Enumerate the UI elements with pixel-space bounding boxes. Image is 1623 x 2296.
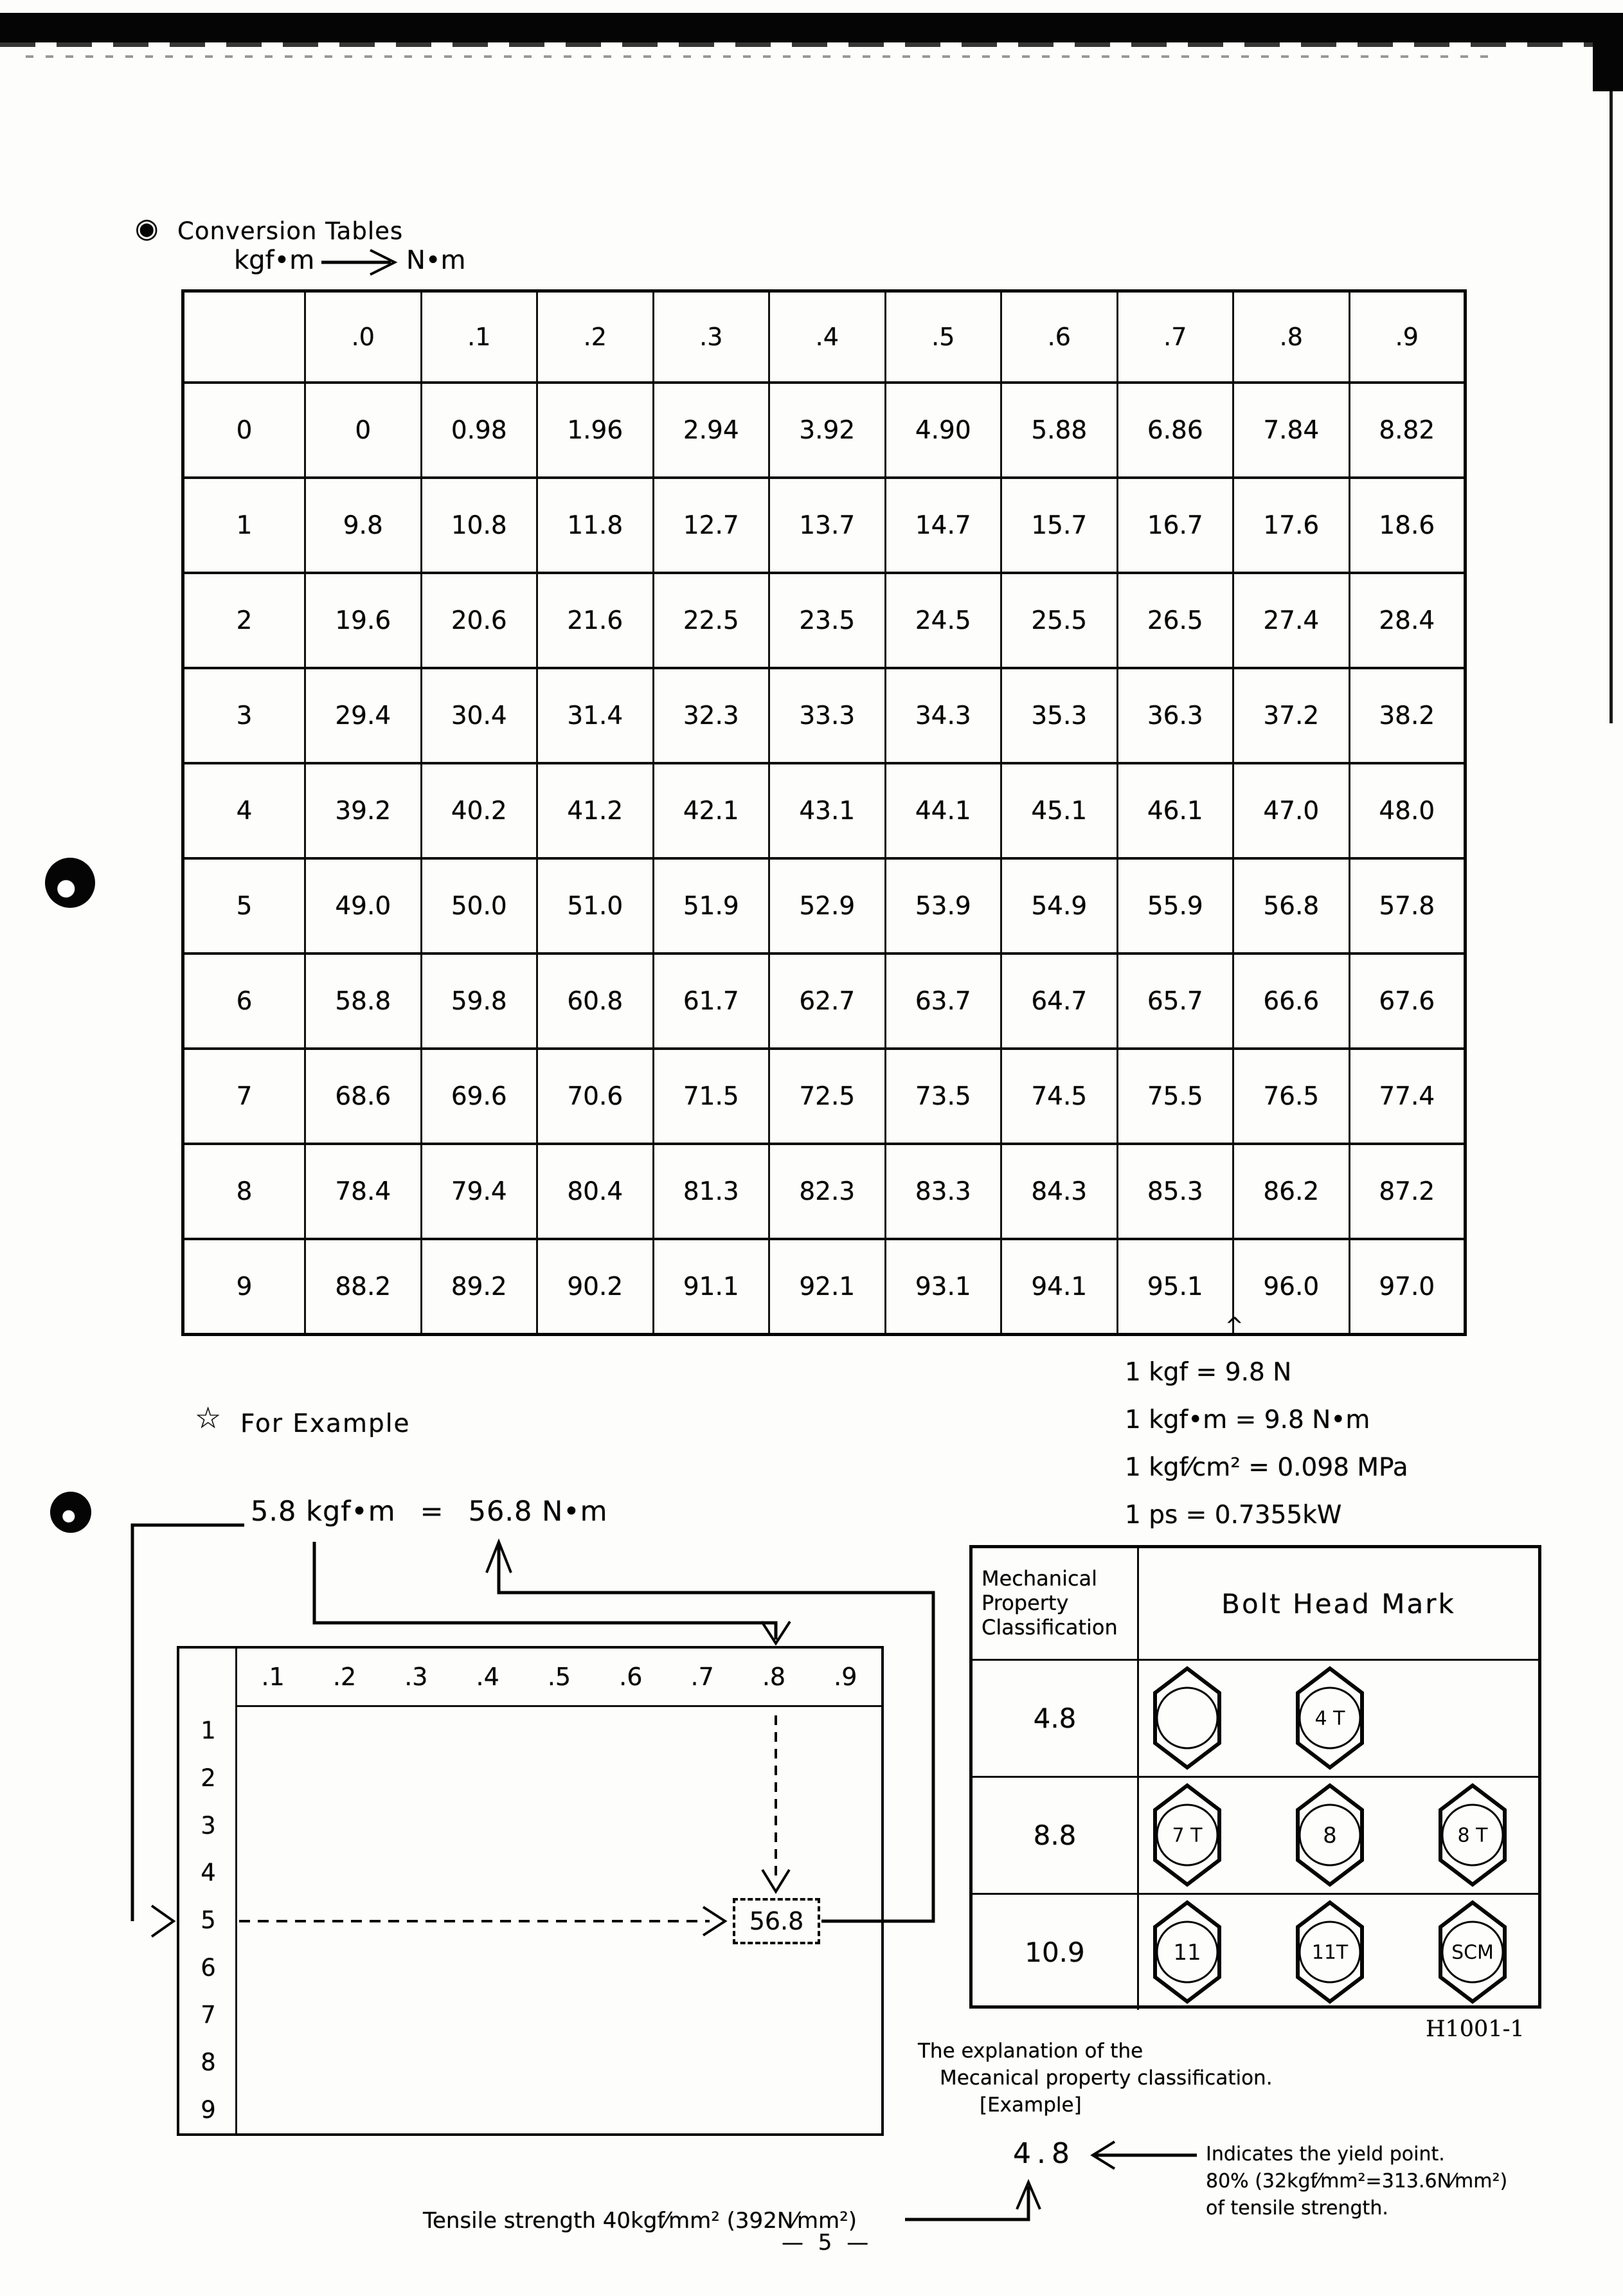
scan-corner-artifact (1593, 41, 1623, 91)
example-column-header: .3 (404, 1663, 428, 1691)
conversion-value-cell: 0.98 (421, 383, 537, 478)
conversion-value-cell: 14.7 (885, 478, 1001, 573)
conversion-value-cell: 79.4 (421, 1144, 537, 1239)
punch-hole-dot (50, 1492, 91, 1533)
conversion-column-header: .2 (537, 291, 654, 383)
example-column-header: .9 (834, 1663, 857, 1691)
conversion-header-row (183, 291, 1466, 383)
yield-point-note (1206, 2141, 1507, 2222)
for-example-label: For Example (240, 1409, 411, 1438)
conversion-column-header (183, 291, 305, 383)
unit-formula-list (1125, 1349, 1408, 1539)
bolt-hex-icon (1149, 1782, 1226, 1888)
example-column-header: .8 (762, 1663, 786, 1691)
svg-text:7 T: 7 T (1172, 1824, 1203, 1847)
scan-noise-line (26, 55, 1491, 58)
example-row-label: 4 (201, 1859, 216, 1887)
bolt-hex-icon (1291, 1899, 1368, 2005)
conversion-value-cell: 3.92 (769, 383, 886, 478)
classification-example-value: 4.8 (1013, 2137, 1075, 2170)
conversion-value-cell: 37.2 (1233, 668, 1350, 763)
example-row-label: 8 (201, 2048, 216, 2077)
conversion-value-cell: 55.9 (1117, 858, 1233, 954)
example-lookup-table (177, 1646, 884, 2136)
header-line: Property (982, 1591, 1069, 1616)
conversion-value-cell: 71.5 (653, 1049, 769, 1144)
example-row-label: 2 (201, 1764, 216, 1792)
conversion-table-header (183, 291, 1466, 383)
conversion-value-cell: 39.2 (305, 763, 422, 858)
page-number: — 5 — (782, 2230, 873, 2255)
unit-from-label: kgf•m (234, 246, 315, 275)
conversion-column-header: .8 (1233, 291, 1350, 383)
example-equation-left: 5.8 kgf•m (251, 1496, 396, 1528)
tensile-strength-note: Tensile strength 40kgf⁄mm² (392N⁄mm²) (423, 2208, 857, 2234)
example-column-header: .7 (690, 1663, 714, 1691)
formula-line: 1 kgf = 9.8 N (1125, 1358, 1292, 1387)
conversion-row (183, 763, 1466, 858)
conversion-value-cell: 66.6 (1233, 954, 1350, 1049)
conversion-value-cell: 11.8 (537, 478, 654, 573)
conversion-value-cell: 17.6 (1233, 478, 1350, 573)
conversion-value-cell: 80.4 (537, 1144, 654, 1239)
conversion-value-cell: 7.84 (1233, 383, 1350, 478)
formula-line: 1 kgf⁄cm² = 0.098 MPa (1125, 1453, 1408, 1482)
conversion-value-cell: 30.4 (421, 668, 537, 763)
example-column-header: .2 (332, 1663, 357, 1691)
conversion-value-cell: 94.1 (1001, 1239, 1118, 1335)
conversion-value-cell: 41.2 (537, 763, 654, 858)
conversion-value-cell: 67.6 (1349, 954, 1466, 1049)
example-row-label: 6 (201, 1953, 216, 1982)
star-icon: ☆ (195, 1400, 222, 1435)
conversion-row (183, 573, 1466, 668)
conversion-value-cell: 49.0 (305, 858, 422, 954)
bolt-table-header-right (1139, 1548, 1538, 1659)
conversion-value-cell: 44.1 (885, 763, 1001, 858)
conversion-value-cell: 19.6 (305, 573, 422, 668)
conversion-value-cell: 61.7 (653, 954, 769, 1049)
conversion-row-header: 8 (183, 1144, 305, 1239)
example-column-header: .5 (547, 1663, 571, 1691)
conversion-value-cell: 81.3 (653, 1144, 769, 1239)
conversion-value-cell: 48.0 (1349, 763, 1466, 858)
conversion-value-cell: 36.3 (1117, 668, 1233, 763)
conversion-value-cell: 26.5 (1117, 573, 1233, 668)
example-equation (251, 1496, 608, 1528)
example-column-header: .4 (476, 1663, 499, 1691)
conversion-value-cell: 54.9 (1001, 858, 1118, 954)
conversion-column-header: .7 (1117, 291, 1233, 383)
conversion-value-cell: 82.3 (769, 1144, 886, 1239)
conversion-value-cell: 75.5 (1117, 1049, 1233, 1144)
conversion-value-cell: 33.3 (769, 668, 886, 763)
conversion-row (183, 954, 1466, 1049)
conversion-value-cell: 40.2 (421, 763, 537, 858)
conversion-value-cell: 21.6 (537, 573, 654, 668)
punch-hole-dot (45, 858, 95, 908)
bolt-table-header-left (973, 1548, 1139, 1659)
conversion-value-cell: 2.94 (653, 383, 769, 478)
conversion-row-header: 2 (183, 573, 305, 668)
example-table-row-labels (179, 1707, 237, 2133)
conversion-value-cell: 91.1 (653, 1239, 769, 1335)
conversion-value-cell: 90.2 (537, 1239, 654, 1335)
yield-note-line: of tensile strength. (1206, 2197, 1388, 2219)
conversion-value-cell: 85.3 (1117, 1144, 1233, 1239)
header-line: Classification (982, 1614, 1118, 1640)
conversion-value-cell: 86.2 (1233, 1144, 1350, 1239)
unit-to-label: N•m (406, 246, 466, 275)
explanation-line: Mecanical property classification. (940, 2066, 1273, 2090)
conversion-value-cell: 9.8 (305, 478, 422, 573)
conversion-value-cell: 46.1 (1117, 763, 1233, 858)
conversion-value-cell: 52.9 (769, 858, 886, 954)
conversion-value-cell: 89.2 (421, 1239, 537, 1335)
bolt-table-row (973, 1776, 1538, 1893)
bolt-hex-icon (1434, 1899, 1511, 2005)
conversion-value-cell: 42.1 (653, 763, 769, 858)
bolt-table-row (973, 1893, 1538, 2010)
conversion-value-cell: 88.2 (305, 1239, 422, 1335)
conversion-row-header: 9 (183, 1239, 305, 1335)
bolt-table-row (973, 1659, 1538, 1776)
conversion-value-cell: 77.4 (1349, 1049, 1466, 1144)
conversion-value-cell: 68.6 (305, 1049, 422, 1144)
bolt-head-mark-table (969, 1545, 1541, 2009)
conversion-value-cell: 43.1 (769, 763, 886, 858)
conversion-value-cell: 24.5 (885, 573, 1001, 668)
bolt-classification-value: 8.8 (1033, 1820, 1077, 1851)
conversion-row-header: 4 (183, 763, 305, 858)
conversion-column-header: .3 (653, 291, 769, 383)
conversion-value-cell: 50.0 (421, 858, 537, 954)
example-column-header: .1 (261, 1663, 285, 1691)
conversion-row (183, 858, 1466, 954)
conversion-column-header: .6 (1001, 291, 1118, 383)
conversion-value-cell: 5.88 (1001, 383, 1118, 478)
bolt-hex-icon (1434, 1782, 1511, 1888)
conversion-value-cell: 8.82 (1349, 383, 1466, 478)
conversion-value-cell: 16.7 (1117, 478, 1233, 573)
conversion-value-cell: 4.90 (885, 383, 1001, 478)
example-table-header-row (237, 1649, 881, 1707)
conversion-value-cell: 32.3 (653, 668, 769, 763)
scan-binding-band (0, 13, 1623, 42)
conversion-value-cell: 69.6 (421, 1049, 537, 1144)
conversion-value-cell: 25.5 (1001, 573, 1118, 668)
example-row-label: 1 (201, 1717, 216, 1745)
bolt-classification-value: 10.9 (1025, 1937, 1085, 1968)
bolt-marks-cell (1139, 1661, 1538, 1776)
conversion-value-cell: 57.8 (1349, 858, 1466, 954)
conversion-value-cell: 60.8 (537, 954, 654, 1049)
conversion-value-cell: 87.2 (1349, 1144, 1466, 1239)
conversion-column-header: .1 (421, 291, 537, 383)
conversion-row (183, 1049, 1466, 1144)
bolt-head-mark-title: Bolt Head Mark (1221, 1587, 1456, 1620)
conversion-value-cell: 34.3 (885, 668, 1001, 763)
conversion-row-header: 0 (183, 383, 305, 478)
conversion-row (183, 1239, 1466, 1335)
conversion-row (183, 668, 1466, 763)
conversion-value-cell: 72.5 (769, 1049, 886, 1144)
conversion-row-header: 7 (183, 1049, 305, 1144)
conversion-value-cell: 51.9 (653, 858, 769, 954)
example-row-label: 5 (201, 1906, 216, 1935)
formula-line: 1 ps = 0.7355kW (1125, 1501, 1342, 1530)
conversion-value-cell: 18.6 (1349, 478, 1466, 573)
conversion-value-cell: 45.1 (1001, 763, 1118, 858)
conversion-value-cell: 35.3 (1001, 668, 1118, 763)
example-row-label: 7 (201, 2001, 216, 2029)
conversion-column-header: .9 (1349, 291, 1466, 383)
conversion-value-cell: 20.6 (421, 573, 537, 668)
bolt-classification-cell (973, 1661, 1139, 1776)
svg-text:8 T: 8 T (1457, 1824, 1488, 1847)
conversion-value-cell: 15.7 (1001, 478, 1118, 573)
conversion-value-cell: 74.5 (1001, 1049, 1118, 1144)
conversion-value-cell: 6.86 (1117, 383, 1233, 478)
conversion-column-header: .0 (305, 291, 422, 383)
conversion-value-cell: 93.1 (885, 1239, 1001, 1335)
equals-sign: = (420, 1496, 444, 1528)
conversion-value-cell: 31.4 (537, 668, 654, 763)
bolt-hex-icon (1149, 1899, 1226, 2005)
conversion-row (183, 383, 1466, 478)
figure-code: H1001-1 (1426, 2016, 1525, 2042)
conversion-value-cell: 51.0 (537, 858, 654, 954)
conversion-row (183, 1144, 1466, 1239)
yield-note-line: Indicates the yield point. (1206, 2143, 1445, 2165)
bullseye-icon: ◉ (135, 212, 159, 244)
bolt-hex-icon (1291, 1782, 1368, 1888)
conversion-value-cell: 53.9 (885, 858, 1001, 954)
conversion-value-cell: 59.8 (421, 954, 537, 1049)
svg-text:SCM: SCM (1451, 1941, 1494, 1964)
example-row-label: 3 (201, 1811, 216, 1840)
header-line: Mechanical (982, 1566, 1098, 1591)
conversion-value-cell: 63.7 (885, 954, 1001, 1049)
svg-text:4 T: 4 T (1314, 1707, 1345, 1730)
conversion-row-header: 1 (183, 478, 305, 573)
conversion-value-cell: 22.5 (653, 573, 769, 668)
conversion-table-body (183, 383, 1466, 1335)
conversion-value-cell: 13.7 (769, 478, 886, 573)
yield-note-line: 80% (32kgf⁄mm²=313.6N⁄mm²) (1206, 2170, 1508, 2192)
conversion-value-cell: 78.4 (305, 1144, 422, 1239)
formula-line: 1 kgf•m = 9.8 N•m (1125, 1406, 1370, 1434)
explanation-example-label: [Example] (980, 2093, 1082, 2117)
conversion-value-cell: 92.1 (769, 1239, 886, 1335)
conversion-value-cell: 28.4 (1349, 573, 1466, 668)
conversion-value-cell: 70.6 (537, 1049, 654, 1144)
conversion-value-cell: 1.96 (537, 383, 654, 478)
conversion-row-header: 3 (183, 668, 305, 763)
conversion-row-header: 6 (183, 954, 305, 1049)
conversion-column-header: .5 (885, 291, 1001, 383)
svg-text:11T: 11T (1311, 1941, 1349, 1964)
highlighted-result-box: 56.8 (733, 1898, 820, 1944)
conversion-value-cell: 76.5 (1233, 1049, 1350, 1144)
conversion-value-cell: 10.8 (421, 478, 537, 573)
bolt-marks-cell (1139, 1778, 1538, 1893)
conversion-table (181, 289, 1467, 1336)
caret-artifact: ^ (1225, 1313, 1244, 1339)
bolt-classification-cell (973, 1895, 1139, 2010)
example-equation-right: 56.8 N•m (468, 1496, 608, 1528)
example-column-header: .6 (619, 1663, 643, 1691)
conversion-value-cell: 65.7 (1117, 954, 1233, 1049)
conversion-value-cell: 64.7 (1001, 954, 1118, 1049)
bolt-classification-cell (973, 1778, 1139, 1893)
bolt-table-header-row (973, 1548, 1538, 1659)
bolt-marks-cell (1139, 1895, 1538, 2010)
conversion-value-cell: 62.7 (769, 954, 886, 1049)
example-row-label: 9 (201, 2095, 216, 2124)
conversion-value-cell: 83.3 (885, 1144, 1001, 1239)
bolt-hex-icon (1291, 1665, 1368, 1771)
svg-text:11: 11 (1173, 1939, 1201, 1966)
conversion-row (183, 478, 1466, 573)
conversion-value-cell: 29.4 (305, 668, 422, 763)
conversion-value-cell: 0 (305, 383, 422, 478)
page-title: Conversion Tables (177, 217, 404, 245)
conversion-value-cell: 97.0 (1349, 1239, 1466, 1335)
conversion-value-cell: 23.5 (769, 573, 886, 668)
conversion-value-cell: 47.0 (1233, 763, 1350, 858)
conversion-value-cell: 58.8 (305, 954, 422, 1049)
conversion-value-cell: 27.4 (1233, 573, 1350, 668)
bolt-classification-value: 4.8 (1033, 1703, 1077, 1734)
conversion-value-cell: 95.1 (1117, 1239, 1233, 1335)
conversion-value-cell: 84.3 (1001, 1144, 1118, 1239)
explanation-line: The explanation of the (918, 2039, 1143, 2063)
conversion-value-cell: 73.5 (885, 1049, 1001, 1144)
scan-right-edge-line (1610, 90, 1613, 723)
conversion-value-cell: 56.8 (1233, 858, 1350, 954)
bolt-hex-icon (1149, 1665, 1226, 1771)
svg-text:8: 8 (1323, 1822, 1337, 1849)
conversion-column-header: .4 (769, 291, 886, 383)
scan-band-ragged-edge (0, 41, 1623, 47)
conversion-value-cell: 38.2 (1349, 668, 1466, 763)
conversion-row-header: 5 (183, 858, 305, 954)
conversion-value-cell: 12.7 (653, 478, 769, 573)
conversion-value-cell: 96.0 (1233, 1239, 1350, 1335)
